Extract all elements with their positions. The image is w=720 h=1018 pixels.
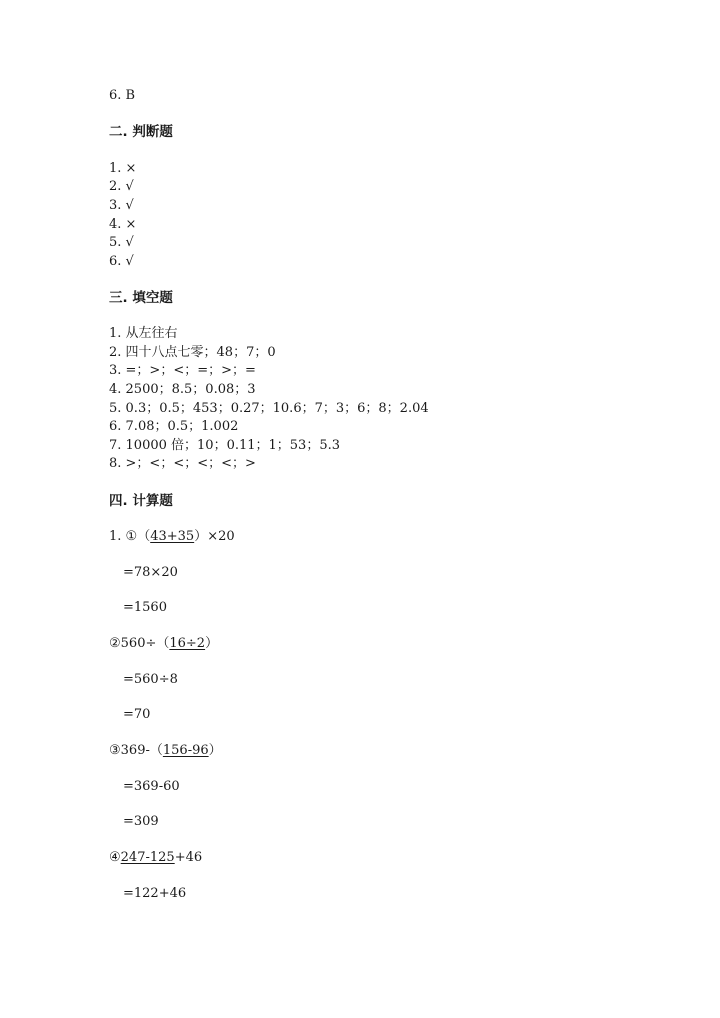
judge-item-6: 6. √ bbox=[109, 254, 134, 269]
calc-q1-underlined: 43+35 bbox=[150, 529, 195, 544]
calc-q4-step1: =122+46 bbox=[123, 886, 187, 901]
calc-q1-suffix: ）×20 bbox=[194, 529, 235, 544]
calc-q2-prefix: ②560÷（ bbox=[109, 636, 170, 651]
fill-item-3: 3. =；>；<；=；>；= bbox=[109, 363, 256, 378]
calc-q3-suffix: ） bbox=[208, 743, 222, 758]
calc-q1-step1: =78×20 bbox=[123, 565, 178, 580]
calc-q1-step2: =1560 bbox=[123, 600, 167, 615]
calc-q4-underlined: 247-125 bbox=[120, 850, 175, 865]
calc-q2-underlined: 16÷2 bbox=[169, 636, 206, 651]
section-fill-title: 三. 填空题 bbox=[109, 290, 173, 306]
calc-q3-step1: =369-60 bbox=[123, 779, 180, 794]
calc-q2-suffix: ） bbox=[205, 636, 219, 651]
judge-item-4: 4. × bbox=[109, 217, 137, 232]
fill-item-5: 5. 0.3；0.5；453；0.27；10.6；7；3；6；8；2.04 bbox=[109, 401, 429, 416]
calc-q3-underlined: 156-96 bbox=[162, 743, 209, 758]
fill-item-2: 2. 四十八点七零；48；7；0 bbox=[109, 345, 276, 360]
fill-item-8: 8. >；<；<；<；<；> bbox=[109, 456, 256, 471]
fill-item-1: 1. 从左往右 bbox=[109, 326, 178, 341]
calc-q3-step2: =309 bbox=[123, 814, 159, 829]
judge-item-5: 5. √ bbox=[109, 235, 134, 250]
calc-q3-prefix: ③369-（ bbox=[109, 743, 163, 758]
fill-item-7: 7. 10000 倍；10；0.11；1；53；5.3 bbox=[109, 438, 340, 453]
calc-q3-expression bbox=[109, 743, 222, 759]
judge-item-3: 3. √ bbox=[109, 198, 134, 213]
calc-q2-step2: =70 bbox=[123, 707, 151, 722]
calc-q2-expression bbox=[109, 636, 218, 652]
answer-6b: 6. B bbox=[109, 88, 136, 103]
calc-q4-suffix: +46 bbox=[174, 850, 203, 865]
section-judge-title: 二. 判断题 bbox=[109, 124, 173, 140]
section-calc-title: 四. 计算题 bbox=[109, 493, 173, 509]
calc-q1-expression bbox=[109, 529, 235, 545]
fill-item-4: 4. 2500；8.5；0.08；3 bbox=[109, 382, 256, 397]
calc-q1-prefix: 1. ①（ bbox=[109, 529, 151, 544]
calc-q4-prefix: ④ bbox=[109, 850, 121, 865]
judge-item-1: 1. × bbox=[109, 161, 137, 176]
fill-item-6: 6. 7.08；0.5；1.002 bbox=[109, 419, 239, 434]
calc-q4-expression bbox=[109, 850, 202, 866]
judge-item-2: 2. √ bbox=[109, 179, 134, 194]
calc-q2-step1: =560÷8 bbox=[123, 672, 178, 687]
